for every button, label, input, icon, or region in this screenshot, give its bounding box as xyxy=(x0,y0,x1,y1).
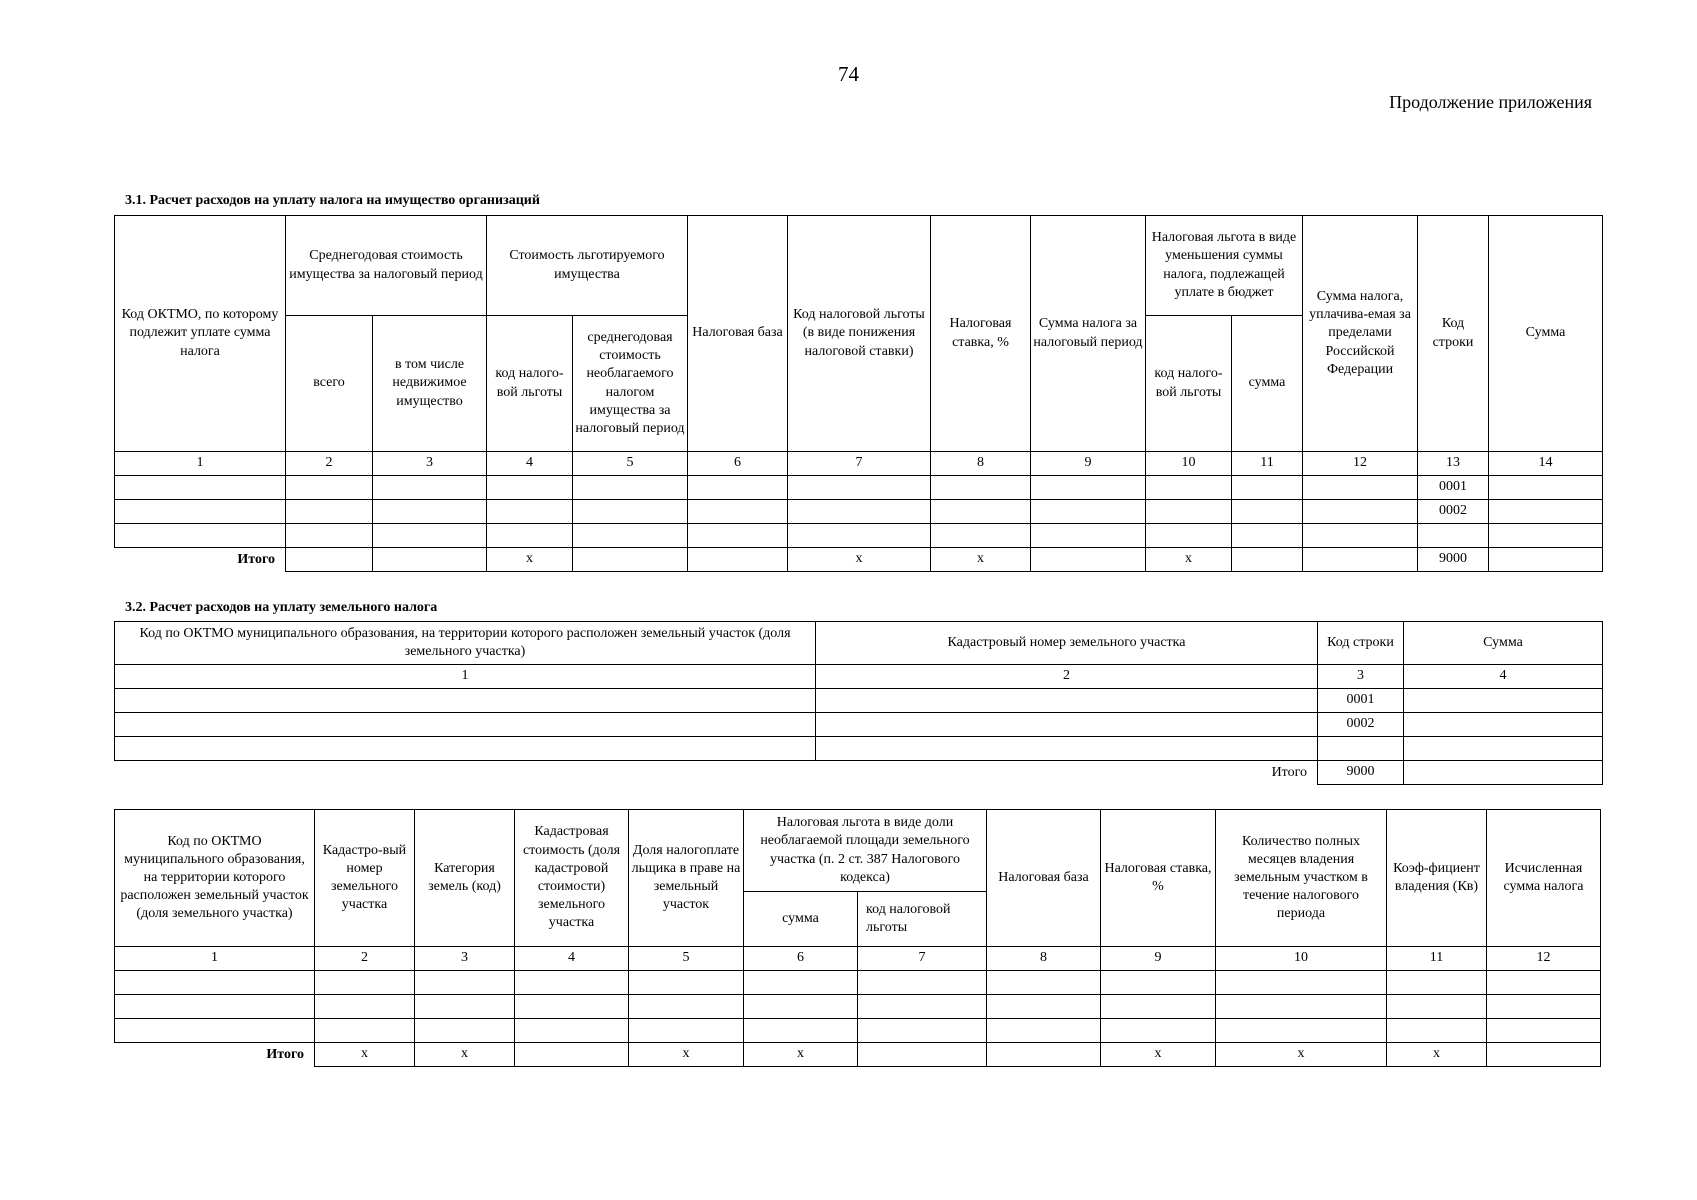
header-oktmo-municipal: Код по ОКТМО муниципального образования, на территории которого расположен земельный участок (доля земельного участка) xyxy=(115,622,816,665)
land-tax-summary-table xyxy=(114,621,1603,785)
col-number: 3 xyxy=(1318,665,1404,689)
x-mark: x xyxy=(1146,548,1232,572)
x-mark: x xyxy=(1101,1043,1216,1067)
header-benefit-code-rate: Код налоговой льготы (в виде понижения налоговой ставки) xyxy=(788,216,931,452)
cell-input[interactable] xyxy=(515,971,629,995)
cell-input[interactable] xyxy=(987,1043,1101,1067)
x-mark: x xyxy=(415,1043,515,1067)
cell-input[interactable] xyxy=(1232,476,1303,500)
col-number: 12 xyxy=(1303,452,1418,476)
cell-input[interactable] xyxy=(987,1019,1101,1043)
col-number: 2 xyxy=(816,665,1318,689)
cell-input[interactable] xyxy=(1489,500,1603,524)
x-mark: x xyxy=(744,1043,858,1067)
col-number: 4 xyxy=(515,947,629,971)
cell-input[interactable] xyxy=(688,548,788,572)
header-line-code: Код строки xyxy=(1418,216,1489,452)
col-number: 13 xyxy=(1418,452,1489,476)
cell-input[interactable] xyxy=(1146,476,1232,500)
cell-input[interactable] xyxy=(315,971,415,995)
col-number: 11 xyxy=(1387,947,1487,971)
cell-input[interactable] xyxy=(788,500,931,524)
total-label: Итого xyxy=(816,761,1318,785)
cell-input[interactable] xyxy=(1489,476,1603,500)
cell-input[interactable] xyxy=(858,971,987,995)
cell-input[interactable] xyxy=(115,476,286,500)
cell-input[interactable] xyxy=(629,995,744,1019)
header-benefit-code: код налоговой льготы xyxy=(858,892,987,947)
header-taxpayer-share: Доля налогоплате льщика в праве на земельный участок xyxy=(629,810,744,947)
cell-input[interactable] xyxy=(1101,971,1216,995)
cell-input[interactable] xyxy=(858,1043,987,1067)
cell-input[interactable] xyxy=(1101,995,1216,1019)
col-number: 7 xyxy=(858,947,987,971)
col-number: 10 xyxy=(1146,452,1232,476)
cell-input[interactable] xyxy=(1101,1019,1216,1043)
col-number: 4 xyxy=(1404,665,1603,689)
header-area-benefit: Налоговая льгота в виде доли необлагаемой площади земельного участка (п. 2 ст. 387 Налогового кодекса) xyxy=(744,810,987,892)
column-numbers-row xyxy=(115,947,1601,971)
table-row xyxy=(115,524,1603,548)
cell-input[interactable] xyxy=(1031,524,1146,548)
header-benefit-code: код налого-вой льготы xyxy=(487,316,573,452)
col-number: 6 xyxy=(688,452,788,476)
cell-input[interactable] xyxy=(1387,995,1487,1019)
cell-input[interactable] xyxy=(315,1019,415,1043)
cell-input[interactable] xyxy=(629,1019,744,1043)
col-number: 2 xyxy=(286,452,373,476)
cell-input[interactable] xyxy=(1031,548,1146,572)
header-benefit-sum: сумма xyxy=(1232,316,1303,452)
cell-input[interactable] xyxy=(688,500,788,524)
cell-input[interactable] xyxy=(373,548,487,572)
header-total: всего xyxy=(286,316,373,452)
header-tax-rate: Налоговая ставка, % xyxy=(1101,810,1216,947)
table-row xyxy=(115,500,1603,524)
col-number: 3 xyxy=(373,452,487,476)
page-number: 74 xyxy=(838,62,859,86)
cell-input[interactable] xyxy=(415,971,515,995)
line-code: 0002 xyxy=(1318,713,1404,737)
property-tax-table xyxy=(114,215,1603,572)
cell-input[interactable] xyxy=(1146,524,1232,548)
cell-input[interactable] xyxy=(858,1019,987,1043)
col-number: 8 xyxy=(987,947,1101,971)
col-number: 8 xyxy=(931,452,1031,476)
cell-input[interactable] xyxy=(1404,761,1603,785)
cell-input[interactable] xyxy=(1487,995,1601,1019)
cell-input[interactable] xyxy=(1232,548,1303,572)
header-benefit-code-2: код налого-вой льготы xyxy=(1146,316,1232,452)
continuation-label: Продолжение приложения xyxy=(1389,92,1592,112)
header-sum: Сумма xyxy=(1489,216,1603,452)
cell-input[interactable] xyxy=(1487,1043,1601,1067)
header-cadastral-value: Кадастровая стоимость (доля кадастровой стоимости) земельного участка xyxy=(515,810,629,947)
header-oktmo-code: Код ОКТМО, по которому подлежит уплате сумма налога xyxy=(115,216,286,452)
col-number: 9 xyxy=(1031,452,1146,476)
cell-input[interactable] xyxy=(487,524,573,548)
x-mark: x xyxy=(487,548,573,572)
cell-input[interactable] xyxy=(115,971,315,995)
cell-input[interactable] xyxy=(788,476,931,500)
col-number: 1 xyxy=(115,665,816,689)
col-number: 1 xyxy=(115,452,286,476)
cell-input[interactable] xyxy=(1489,524,1603,548)
header-tax-rate: Налоговая ставка, % xyxy=(931,216,1031,452)
total-line-code: 9000 xyxy=(1418,548,1489,572)
cell-input[interactable] xyxy=(858,995,987,1019)
header-tax-amount: Сумма налога за налоговый период xyxy=(1031,216,1146,452)
section-3-1-title: 3.1. Расчет расходов на уплату налога на имущество организаций xyxy=(125,193,540,208)
x-mark: x xyxy=(788,548,931,572)
header-oktmo-municipal: Код по ОКТМО муниципального образования, на территории которого расположен земельный участок (доля земельного участка) xyxy=(115,810,315,947)
cell-input[interactable] xyxy=(629,971,744,995)
cell-input[interactable] xyxy=(115,689,816,713)
cell-input[interactable] xyxy=(744,1019,858,1043)
cell-input[interactable] xyxy=(1216,971,1387,995)
cell-input[interactable] xyxy=(1303,476,1418,500)
header-cadastral-number: Кадастро-вый номер земельного участка xyxy=(315,810,415,947)
cell-input[interactable] xyxy=(286,548,373,572)
cell-input[interactable] xyxy=(1216,1019,1387,1043)
total-row xyxy=(115,548,1603,572)
cell-input[interactable] xyxy=(788,524,931,548)
header-foreign-tax: Сумма налога, уплачива-емая за пределами Российской Федерации xyxy=(1303,216,1418,452)
cell-input[interactable] xyxy=(744,995,858,1019)
cell-input[interactable] xyxy=(115,995,315,1019)
column-numbers-row xyxy=(115,665,1603,689)
cell-input[interactable] xyxy=(1404,689,1603,713)
cell-input[interactable] xyxy=(1487,1019,1601,1043)
cell-input[interactable] xyxy=(315,995,415,1019)
line-code: 0002 xyxy=(1418,500,1489,524)
table-row xyxy=(115,689,1603,713)
cell-input[interactable] xyxy=(931,524,1031,548)
cell-input[interactable] xyxy=(1303,548,1418,572)
cell-input[interactable] xyxy=(1232,524,1303,548)
col-number: 14 xyxy=(1489,452,1603,476)
cell-input[interactable] xyxy=(286,476,373,500)
table-row xyxy=(115,1019,1601,1043)
header-computed-tax: Исчисленная сумма налога xyxy=(1487,810,1601,947)
cell-input[interactable] xyxy=(816,713,1318,737)
cell-input[interactable] xyxy=(1216,995,1387,1019)
header-average-value: Среднегодовая стоимость имущества за налоговый период xyxy=(286,216,487,316)
column-numbers-row xyxy=(115,452,1603,476)
cell-input[interactable] xyxy=(573,524,688,548)
blank-cell xyxy=(115,761,816,785)
cell-input[interactable] xyxy=(115,500,286,524)
col-number: 5 xyxy=(573,452,688,476)
col-number: 3 xyxy=(415,947,515,971)
cell-input[interactable] xyxy=(1387,1019,1487,1043)
cell-input[interactable] xyxy=(115,713,816,737)
cell-input[interactable] xyxy=(573,500,688,524)
total-label: Итого xyxy=(115,1043,315,1067)
header-cadastral-number: Кадастровый номер земельного участка xyxy=(816,622,1318,665)
x-mark: x xyxy=(629,1043,744,1067)
col-number: 12 xyxy=(1487,947,1601,971)
col-number: 5 xyxy=(629,947,744,971)
col-number: 2 xyxy=(315,947,415,971)
cell-input[interactable] xyxy=(1404,713,1603,737)
cell-input[interactable] xyxy=(115,524,286,548)
cell-input[interactable] xyxy=(487,500,573,524)
cell-input[interactable] xyxy=(1303,500,1418,524)
cell-input[interactable] xyxy=(987,971,1101,995)
total-line-code: 9000 xyxy=(1318,761,1404,785)
cell-input[interactable] xyxy=(987,995,1101,1019)
cell-input[interactable] xyxy=(1031,500,1146,524)
header-exempt-value: Стоимость льготируемого имущества xyxy=(487,216,688,316)
total-row xyxy=(115,761,1603,785)
header-benefit-reduction: Налоговая льгота в виде уменьшения суммы налога, подлежащей уплате в бюджет xyxy=(1146,216,1303,316)
cell-input[interactable] xyxy=(415,995,515,1019)
col-number: 1 xyxy=(115,947,315,971)
line-code: 0001 xyxy=(1418,476,1489,500)
col-number: 10 xyxy=(1216,947,1387,971)
table-row xyxy=(115,737,1603,761)
cell-input[interactable] xyxy=(515,995,629,1019)
cell-input[interactable] xyxy=(115,1019,315,1043)
land-tax-detail-table xyxy=(114,809,1601,1067)
x-mark: x xyxy=(315,1043,415,1067)
cell-input[interactable] xyxy=(573,476,688,500)
cell-input[interactable] xyxy=(688,476,788,500)
col-number: 4 xyxy=(487,452,573,476)
cell-input[interactable] xyxy=(515,1019,629,1043)
line-code xyxy=(1418,524,1489,548)
header-real-estate: в том числе недвижимое имущество xyxy=(373,316,487,452)
cell-input[interactable] xyxy=(515,1043,629,1067)
header-tax-base: Налоговая база xyxy=(987,810,1101,947)
cell-input[interactable] xyxy=(1146,500,1232,524)
cell-input[interactable] xyxy=(816,737,1318,761)
cell-input[interactable] xyxy=(688,524,788,548)
total-row xyxy=(115,1043,1601,1067)
cell-input[interactable] xyxy=(286,500,373,524)
cell-input[interactable] xyxy=(1404,737,1603,761)
col-number: 6 xyxy=(744,947,858,971)
x-mark: x xyxy=(1216,1043,1387,1067)
cell-input[interactable] xyxy=(286,524,373,548)
line-code: 0001 xyxy=(1318,689,1404,713)
line-code xyxy=(1318,737,1404,761)
section-3-2-title: 3.2. Расчет расходов на уплату земельного налога xyxy=(125,600,438,615)
x-mark: x xyxy=(1387,1043,1487,1067)
total-label: Итого xyxy=(115,548,286,572)
cell-input[interactable] xyxy=(373,524,487,548)
cell-input[interactable] xyxy=(931,476,1031,500)
cell-input[interactable] xyxy=(1387,971,1487,995)
x-mark: x xyxy=(931,548,1031,572)
table-row xyxy=(115,713,1603,737)
cell-input[interactable] xyxy=(115,737,816,761)
col-number: 9 xyxy=(1101,947,1216,971)
cell-input[interactable] xyxy=(573,548,688,572)
cell-input[interactable] xyxy=(1489,548,1603,572)
cell-input[interactable] xyxy=(931,500,1031,524)
cell-input[interactable] xyxy=(487,476,573,500)
table-row xyxy=(115,476,1603,500)
cell-input[interactable] xyxy=(373,500,487,524)
header-months-owned: Количество полных месяцев владения земельным участком в течение налогового периода xyxy=(1216,810,1387,947)
header-exempt-average: среднегодовая стоимость необлагаемого налогом имущества за налоговый период xyxy=(573,316,688,452)
cell-input[interactable] xyxy=(1487,971,1601,995)
header-sum: Сумма xyxy=(1404,622,1603,665)
header-benefit-sum: сумма xyxy=(744,892,858,947)
cell-input[interactable] xyxy=(1232,500,1303,524)
header-ownership-coef: Коэф-фициент владения (Кв) xyxy=(1387,810,1487,947)
cell-input[interactable] xyxy=(816,689,1318,713)
table-row xyxy=(115,971,1601,995)
table-row xyxy=(115,995,1601,1019)
cell-input[interactable] xyxy=(373,476,487,500)
header-line-code: Код строки xyxy=(1318,622,1404,665)
cell-input[interactable] xyxy=(744,971,858,995)
header-land-category: Категория земель (код) xyxy=(415,810,515,947)
cell-input[interactable] xyxy=(1031,476,1146,500)
cell-input[interactable] xyxy=(1303,524,1418,548)
col-number: 11 xyxy=(1232,452,1303,476)
cell-input[interactable] xyxy=(415,1019,515,1043)
col-number: 7 xyxy=(788,452,931,476)
header-tax-base: Налоговая база xyxy=(688,216,788,452)
